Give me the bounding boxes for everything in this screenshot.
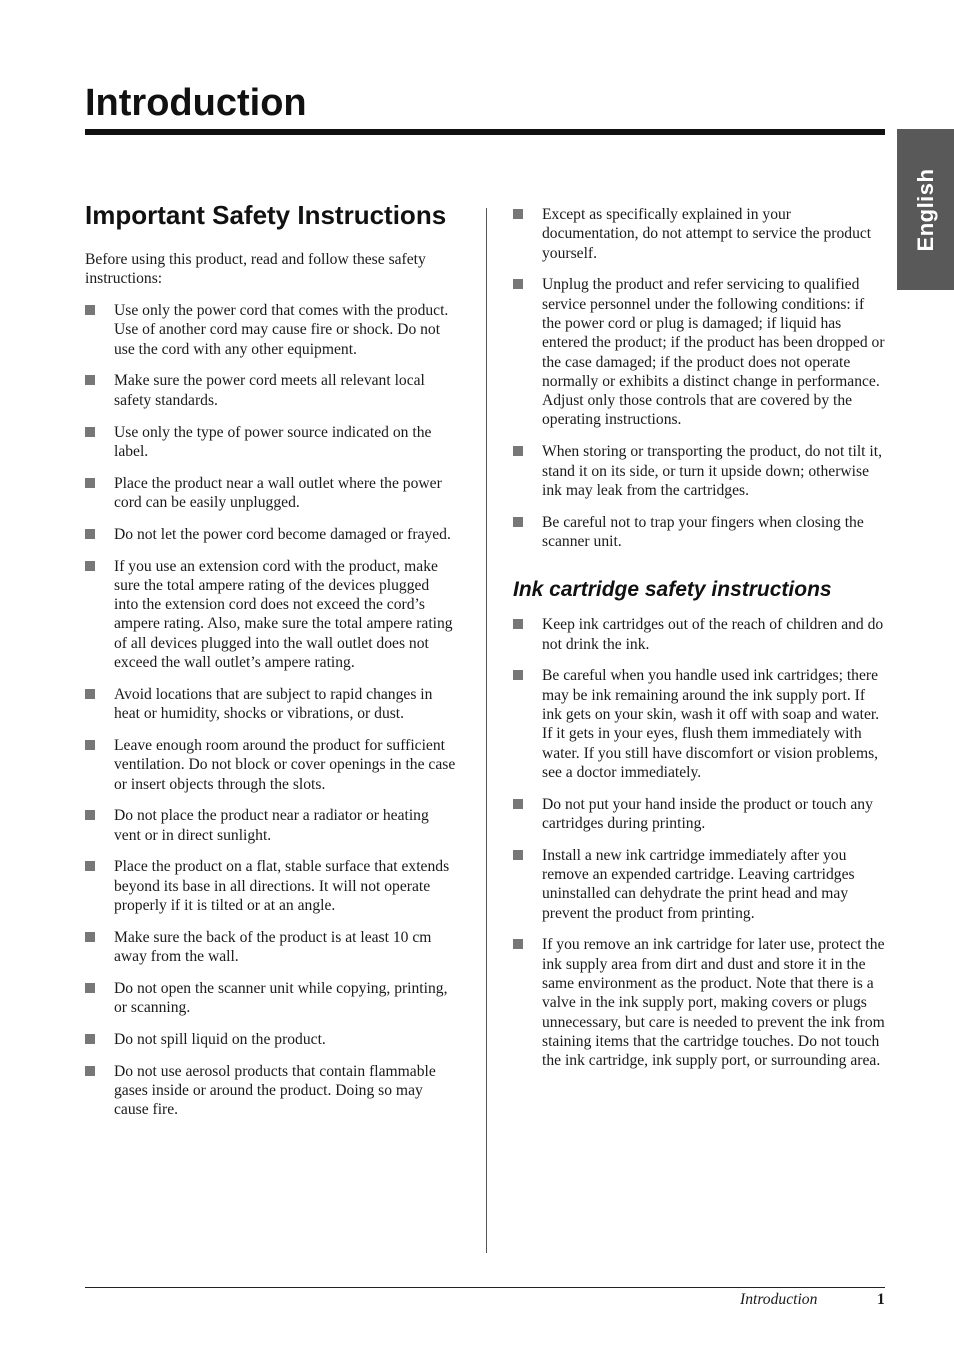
page-title: Introduction [85,82,307,124]
bullet-square-icon [85,861,95,871]
list-item-text: Leave enough room around the product for sufficient ventilation. Do not block or cover openings in the case or insert objects through the slots. [114,736,456,793]
column-divider [486,208,487,1253]
list-item-text: Do not spill liquid on the product. [114,1031,326,1048]
footer-section-label: Introduction [740,1291,818,1308]
list-item [85,736,457,794]
list-item [85,928,457,967]
ink-heading: Ink cartridge safety instructions [513,578,832,602]
bullet-square-icon [85,478,95,488]
list-item-text: Do not let the power cord become damaged or frayed. [114,525,451,543]
list-item [513,442,885,500]
bullet-square-icon [85,810,95,820]
bullet-square-icon [513,446,523,456]
list-item-text: Do not place the product near a radiator or heating vent or in direct sunlight. [114,807,429,844]
bullet-square-icon [85,983,95,993]
safety-heading-text: Important Safety Instructions [85,200,447,230]
language-tab [897,129,954,290]
list-item-text: Place the product on a flat, stable surface that extends beyond its base in all directions. It will not operate properly if it is tilted or at an angle. [114,858,450,915]
list-item [513,615,885,654]
list-item-text: Install a new ink cartridge immediately after you remove an expended cartridge. Leaving cartridges uninstalled can dehydrate the print head and may prevent the product from printing. [542,846,855,922]
bullet-square-icon [513,670,523,680]
list-item-text: Unplug the product and refer servicing to qualified service personnel under the following conditions: if the power cord or plug is damaged; if liquid has entered the product; if the product has been dropped or the case damaged; if the product does not operate normally or exhibits a distinct change in performance. Adjust only those controls that are covered by the operating instructions. [542,276,885,429]
list-item [85,685,457,724]
list-item [85,1030,457,1049]
bullet-square-icon [85,375,95,385]
language-tab-label: English [912,168,938,251]
list-item [85,371,457,410]
bullet-square-icon [85,1066,95,1076]
bullet-square-icon [85,305,95,315]
list-item-text: Use only the power cord that comes with the product. Use of another cord may cause fire or shock. Do not use the cord with any other equipment. [114,302,449,358]
list-item [85,557,457,673]
list-item-text: Except as specifically explained in your documentation, do not attempt to service the product yourself. [542,206,872,262]
list-item [85,474,457,513]
list-item-text: If you use an extension cord with the product, make sure the total ampere rating of the devices plugged into the extension cord does not exceed the cord’s ampere rating. Also, make sure the total ampere rating of all devices plugged into the wall outlet does not exceed the wall outlet’s ampere rating. [114,557,453,672]
bullet-square-icon [513,850,523,860]
list-item [85,857,457,915]
list-item-text: Do not use aerosol products that contain flammable gases inside or around the product. Doing so may cause fire. [114,1062,436,1119]
bullet-square-icon [85,932,95,942]
list-item-text: Do not open the scanner unit while copying, printing, or scanning. [114,979,448,1017]
bullet-square-icon [513,517,523,527]
bullet-square-icon [513,619,523,629]
list-item-text: When storing or transporting the product, do not tilt it, stand it on its side, or turn it upside down; otherwise ink may leak from the cartridges. [542,443,882,499]
list-item [85,1062,457,1120]
bullet-square-icon [85,689,95,699]
page-number: 1 [877,1291,885,1308]
list-item-text: Do not put your hand inside the product or touch any cartridges during printing. [542,795,873,832]
safety-list [85,301,457,1120]
list-item [513,795,885,834]
list-item [85,423,457,462]
bullet-square-icon [513,209,523,219]
bullet-square-icon [85,427,95,437]
list-item-text: Be careful when you handle used ink cartridges; there may be ink remaining around the ink supply port. If ink gets on your skin, wash it off with soap and water. If it gets in your eyes, flush them immediately with water. If you still have discomfort or vision problems, see a doctor immediately. [542,667,880,781]
bullet-square-icon [513,939,523,949]
list-item-text: If you remove an ink cartridge for later use, protect the ink supply area from dirt and dust and store it in the same environment as the product. Note that there is a valve in the ink supply port, making covers or plugs unnecessary, but care is needed to prevent the ink from staining items that the cartridge touches. Do not touch the ink cartridge, ink supply port, or surrounding area. [542,936,885,1070]
list-item [85,806,457,845]
list-item-text: Keep ink cartridges out of the reach of children and do not drink the ink. [542,616,884,653]
bullet-square-icon [85,740,95,750]
bullet-square-icon [85,1034,95,1044]
list-item-text: Avoid locations that are subject to rapid changes in heat or humidity, shocks or vibrations, or dust. [114,685,433,723]
list-item [85,525,457,544]
list-item [513,275,885,429]
safety-heading [85,201,457,230]
bullet-square-icon [513,799,523,809]
list-item [513,935,885,1070]
ink-list [513,615,885,1070]
list-item-text: Place the product near a wall outlet where the power cord can be easily unplugged. [114,474,442,511]
safety-list-continued [513,205,885,551]
footer-rule [85,1287,885,1288]
list-item-text: Be careful not to trap your fingers when closing the scanner unit. [542,513,864,550]
list-item [85,979,457,1018]
left-column [85,201,457,1132]
bullet-square-icon [513,279,523,289]
list-item-text: Make sure the back of the product is at least 10 cm away from the wall. [114,928,432,966]
list-item-text: Use only the type of power source indicated on the label. [114,423,432,460]
list-item [513,846,885,923]
safety-intro: Before using this product, read and follow these safety instructions: [85,251,426,288]
list-item [513,205,885,263]
right-column [513,205,885,1083]
list-item-text: Make sure the power cord meets all relevant local safety standards. [114,372,425,409]
list-item [513,513,885,552]
list-item [513,666,885,782]
bullet-square-icon [85,529,95,539]
bullet-square-icon [85,561,95,571]
title-rule [85,129,885,135]
list-item [85,301,457,359]
